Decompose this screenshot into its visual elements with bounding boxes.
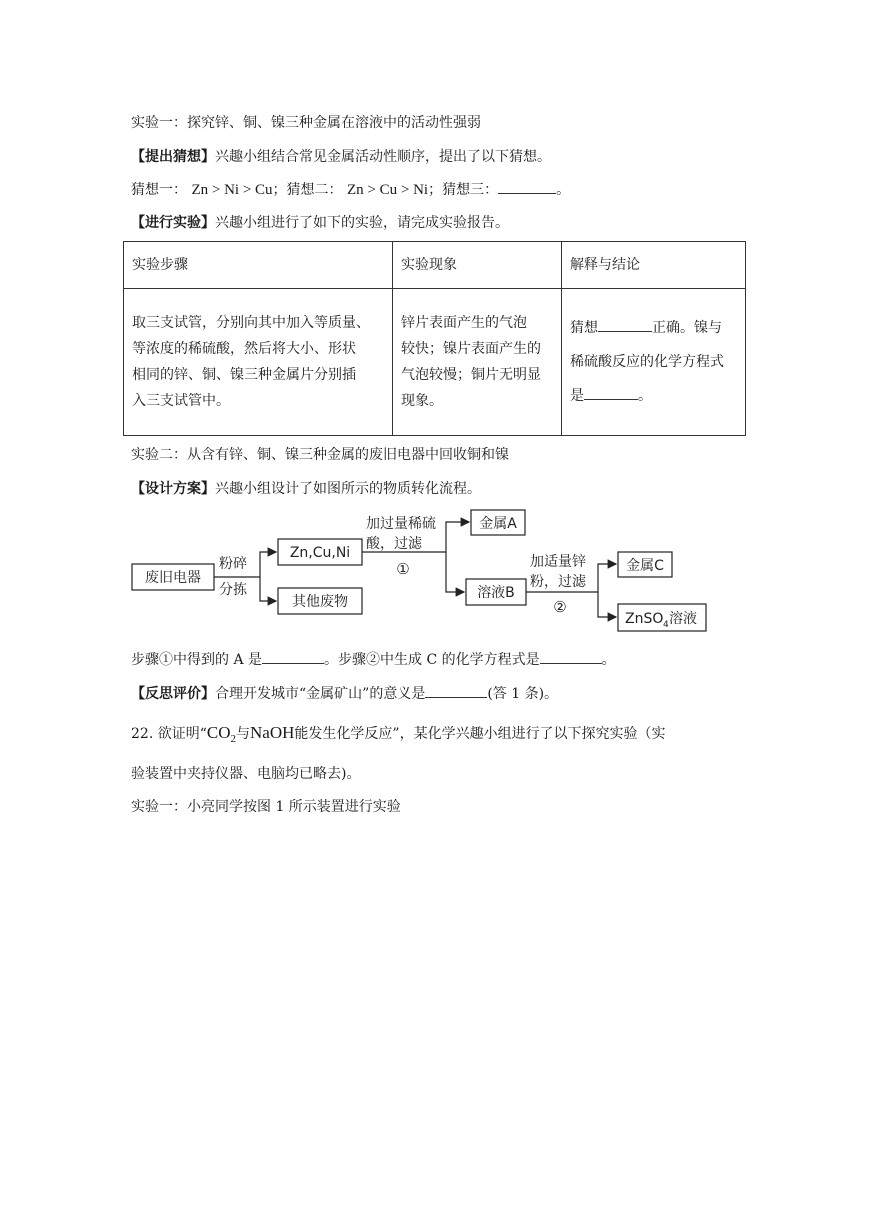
phenomenon-line: 气泡较慢；铜片无明显 [401, 367, 541, 383]
label-other-waste: 其他废物 [292, 594, 348, 610]
arrow-line-1b [260, 577, 276, 601]
arrow-line-2b [446, 552, 464, 592]
guess-end: 。 [556, 182, 571, 198]
question-a-line [131, 651, 616, 669]
guesses-line [131, 181, 570, 199]
reflect-text: 合理开发城市“金属矿山”的意义是 [215, 686, 426, 702]
label-metal-a: 金属A [479, 516, 517, 532]
guess2-formula: Zn > Cu > Ni [347, 182, 429, 198]
label-znso4-sub: 4 [663, 620, 669, 630]
design-line [131, 480, 481, 498]
guess3-blank [498, 181, 556, 194]
experiment-tag: 【进行实验】 [131, 215, 215, 231]
exp2-title: 实验二：从含有锌、铜、镍三种金属的废旧电器中回收铜和镍 [131, 447, 509, 463]
table-row [124, 289, 746, 436]
cell-phenomenon [393, 289, 562, 436]
guess1-formula: Zn > Ni > Cu [191, 182, 273, 198]
q22-line2: 验装置中夹持仪器、电脑均已略去)。 [131, 766, 361, 782]
q22-number: 22. [131, 726, 154, 742]
label-step1: ① [396, 560, 410, 578]
hypothesis-line [131, 148, 551, 166]
label-znso4-tail: 溶液 [669, 611, 697, 627]
question-a-part3: 。 [601, 652, 616, 668]
cell-step [124, 289, 393, 436]
conclusion-blank-2 [584, 387, 638, 400]
phenomenon-line: 锌片表面产生的气泡 [401, 315, 527, 331]
conclusion-is-label: 是 [570, 388, 584, 404]
label-metal-c: 金属C [626, 558, 664, 574]
question-a-blank-2 [540, 651, 602, 664]
reflect-line [131, 685, 558, 703]
conclusion-correct-text: 正确。镍与 [652, 320, 722, 336]
label-solution-b: 溶液B [477, 585, 515, 601]
question-a-part2: 。步骤②中生成 C 的化学方程式是 [324, 652, 540, 668]
hypothesis-tag: 【提出猜想】 [131, 149, 215, 165]
label-step2: ② [553, 598, 567, 616]
label-sort: 分拣 [219, 582, 247, 598]
hypothesis-text: 兴趣小组结合常见金属活动性顺序，提出了以下猜想。 [215, 149, 551, 165]
label-op2-line1: 加过量稀硫 [366, 516, 436, 532]
conclusion-line-2: 稀硫酸反应的化学方程式 [570, 354, 724, 370]
cell-conclusion [562, 289, 746, 436]
q22-part2: 与 [236, 726, 251, 742]
question-a-blank-1 [262, 651, 324, 664]
header-conclusion: 解释与结论 [562, 242, 746, 289]
conclusion-line-1 [570, 311, 737, 345]
step-line: 入三支试管中。 [132, 393, 230, 409]
conclusion-line-3 [570, 379, 737, 413]
guess2-label: ；猜想二： [272, 182, 343, 198]
label-op2-line2: 酸，过滤 [366, 536, 422, 552]
conclusion-guess-label: 猜想 [570, 320, 598, 336]
label-waste-appliance: 废旧电器 [145, 570, 201, 586]
q22-co2: CO [206, 723, 231, 742]
header-step: 实验步骤 [124, 242, 393, 289]
experiment-line [131, 214, 509, 232]
q22-part3: 能发生化学反应”，某化学兴趣小组进行了以下探究实验（实 [294, 726, 666, 742]
process-flowchart [128, 506, 718, 636]
reflect-tail: (答 1 条)。 [487, 686, 559, 702]
conclusion-end: 。 [638, 388, 652, 404]
reflect-tag: 【反思评价】 [131, 686, 215, 702]
q22-part1: 欲证明“ [157, 726, 207, 742]
guess3-label: ；猜想三： [428, 182, 499, 198]
guess1-label: 猜想一： [131, 182, 187, 198]
label-op3-line2: 粉，过滤 [530, 574, 586, 590]
header-phenomenon: 实验现象 [393, 242, 562, 289]
design-tag: 【设计方案】 [131, 481, 215, 497]
design-text: 兴趣小组设计了如图所示的物质转化流程。 [215, 481, 481, 497]
label-znso4: ZnSO [625, 611, 664, 627]
step-line: 等浓度的稀硫酸，然后将大小、形状 [132, 341, 356, 357]
reflect-blank [425, 685, 487, 698]
label-crush: 粉碎 [219, 556, 247, 572]
label-mixed-metals: Zn,Cu,Ni [289, 545, 351, 561]
q22-co2-sub: 2 [230, 732, 237, 745]
label-op3-line1: 加适量锌 [530, 554, 586, 570]
phenomenon-line: 较快；镍片表面产生的 [401, 341, 541, 357]
phenomenon-line: 现象。 [401, 393, 443, 409]
report-table [123, 241, 746, 436]
experiment-text: 兴趣小组进行了如下的实验，请完成实验报告。 [215, 215, 509, 231]
step-line: 相同的锌、铜、镍三种金属片分别插 [132, 367, 356, 383]
q22-naoh: NaOH [250, 723, 295, 742]
conclusion-blank-1 [598, 319, 652, 332]
arrow-line-3b [598, 592, 616, 617]
q22-line3: 实验一：小亮同学按图 1 所示装置进行实验 [131, 799, 401, 815]
exp1-title: 实验一：探究锌、铜、镍三种金属在溶液中的活动性强弱 [131, 115, 481, 131]
step-line: 取三支试管，分别向其中加入等质量、 [132, 315, 370, 331]
question-a-part1: 步骤①中得到的 A 是 [131, 652, 263, 668]
q22-line1 [131, 722, 666, 750]
table-header-row [124, 242, 746, 289]
